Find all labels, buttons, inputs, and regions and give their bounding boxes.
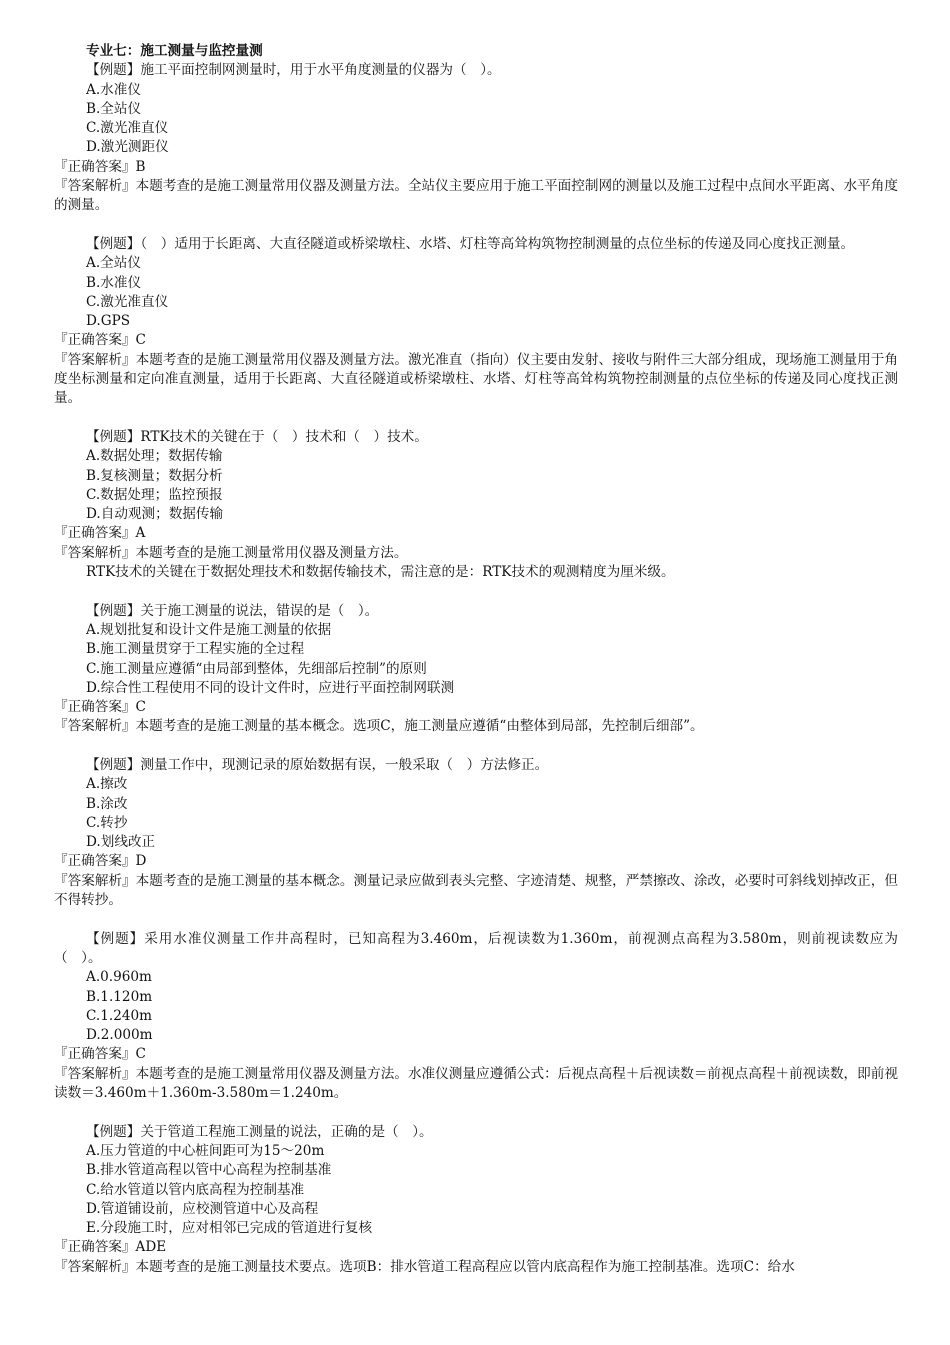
question-3 [54,428,898,582]
question-4 [54,602,898,737]
spacer [54,409,898,428]
correct-answer: 『正确答案』A [54,525,146,542]
option-a: A.压力管道的中心桩间距可为15～20m [86,1142,325,1159]
option-b: B.1.120m [86,988,153,1005]
option-b: B.施工测量贯穿于工程实施的全过程 [86,641,305,658]
spacer [54,737,898,756]
answer-analysis: 『答案解析』本题考查的是施工测量常用仪器及测量方法。水准仪测量应遵循公式：后视点高程＋后视读数＝前视点高程＋前视读数，即前视读数＝3.460m＋1.360m-3.580m＝1.240m。 [54,1065,898,1102]
option-d: D.综合性工程使用不同的设计文件时，应进行平面控制网联测 [86,679,455,696]
answer-analysis: 『答案解析』本题考查的是施工测量的基本概念。测量记录应做到表头完整、字迹清楚、规整，严禁擦改、涂改，必要时可斜线划掉改正，但不得转抄。 [54,872,898,909]
section-title: 专业七：施工测量与监控量测 [86,43,263,59]
document-page [54,42,898,1277]
question-stem: 【例题】关于管道工程施工测量的说法，正确的是（ ）。 [86,1123,433,1140]
option-d: D.GPS [86,313,131,330]
correct-answer: 『正确答案』D [54,853,147,870]
option-b: B.水准仪 [86,274,142,291]
question-stem: 【例题】施工平面控制网测量时，用于水平角度测量的仪器为（ ）。 [86,62,501,79]
option-a: A.数据处理；数据传输 [86,448,223,465]
option-a: A.全站仪 [86,255,141,272]
option-d: D.自动观测；数据传输 [86,506,224,523]
answer-analysis: 『答案解析』本题考查的是施工测量常用仪器及测量方法。 [54,544,408,561]
option-b: B.全站仪 [86,100,142,117]
option-c: C.转抄 [86,814,128,831]
option-a: A.水准仪 [86,81,141,98]
option-a: A.规划批复和设计文件是施工测量的依据 [86,621,332,638]
option-d: D.划线改正 [86,834,156,851]
option-c: C.1.240m [86,1007,153,1024]
spacer [54,216,898,235]
option-e: E.分段施工时，应对相邻已完成的管道进行复核 [86,1220,373,1237]
option-d: D.管道铺设前，应校测管道中心及高程 [86,1200,319,1217]
option-b: B.排水管道高程以管中心高程为控制基准 [86,1162,332,1179]
option-c: C.激光准直仪 [86,293,169,310]
question-stem: 【例题】测量工作中，现测记录的原始数据有误，一般采取（ ）方法修正。 [86,756,549,773]
option-a: A.擦改 [86,776,128,793]
option-d: D.激光测距仪 [86,139,169,156]
correct-answer: 『正确答案』B [54,158,146,175]
question-stem: 【例题】关于施工测量的说法，错误的是（ ）。 [86,602,379,619]
correct-answer: 『正确答案』C [54,1046,146,1063]
question-stem: 【例题】RTK技术的关键在于（ ）技术和（ ）技术。 [86,428,428,445]
correct-answer: 『正确答案』C [54,332,146,349]
question-1 [54,61,898,215]
question-stem: 【例题】采用水准仪测量工作井高程时，已知高程为3.460m，后视读数为1.360m，前视测点高程为3.580m，则前视读数应为（ ）。 [54,930,898,966]
answer-analysis: 『答案解析』本题考查的是施工测量技术要点。选项B：排水管道工程高程应以管内底高程作为施工控制基准。选项C：给水 [54,1258,795,1275]
option-c: C.数据处理；监控预报 [86,486,223,503]
answer-analysis-extra: RTK技术的关键在于数据处理技术和数据传输技术，需注意的是：RTK技术的观测精度为厘米级。 [86,564,675,581]
correct-answer: 『正确答案』C [54,699,146,716]
question-stem: 【例题】（ ）适用于长距离、大直径隧道或桥梁墩柱、水塔、灯柱等高耸构筑物控制测量的点位坐标的传递及同心度找正测量。 [86,235,855,252]
answer-analysis: 『答案解析』本题考查的是施工测量常用仪器及测量方法。激光准直（指向）仪主要由发射、接收与附件三大部分组成，现场施工测量用于角度坐标测量和定向准直测量，适用于长距离、大直径隧道或桥梁墩柱、水塔、灯柱等高耸构筑物控制测量的点位坐标的传递及同心度找正测量。 [54,351,898,407]
question-5 [54,756,898,910]
option-b: B.涂改 [86,795,128,812]
option-c: C.激光准直仪 [86,120,169,137]
option-b: B.复核测量；数据分析 [86,467,223,484]
correct-answer: 『正确答案』ADE [54,1239,167,1256]
question-2 [54,235,898,409]
answer-analysis: 『答案解析』本题考查的是施工测量常用仪器及测量方法。全站仪主要应用于施工平面控制网的测量以及施工过程中点间水平距离、水平角度的测量。 [54,178,898,214]
answer-analysis: 『答案解析』本题考查的是施工测量的基本概念。选项C，施工测量应遵循“由整体到局部，先控制后细部”。 [54,718,704,735]
question-7 [54,1123,898,1277]
option-d: D.2.000m [86,1027,153,1044]
option-a: A.0.960m [86,969,152,986]
option-c: C.施工测量应遵循“由局部到整体，先细部后控制”的原则 [86,660,427,677]
spacer [54,582,898,601]
option-c: C.给水管道以管内底高程为控制基准 [86,1181,305,1198]
spacer [54,1103,898,1122]
spacer [54,910,898,929]
question-6 [54,930,898,1104]
